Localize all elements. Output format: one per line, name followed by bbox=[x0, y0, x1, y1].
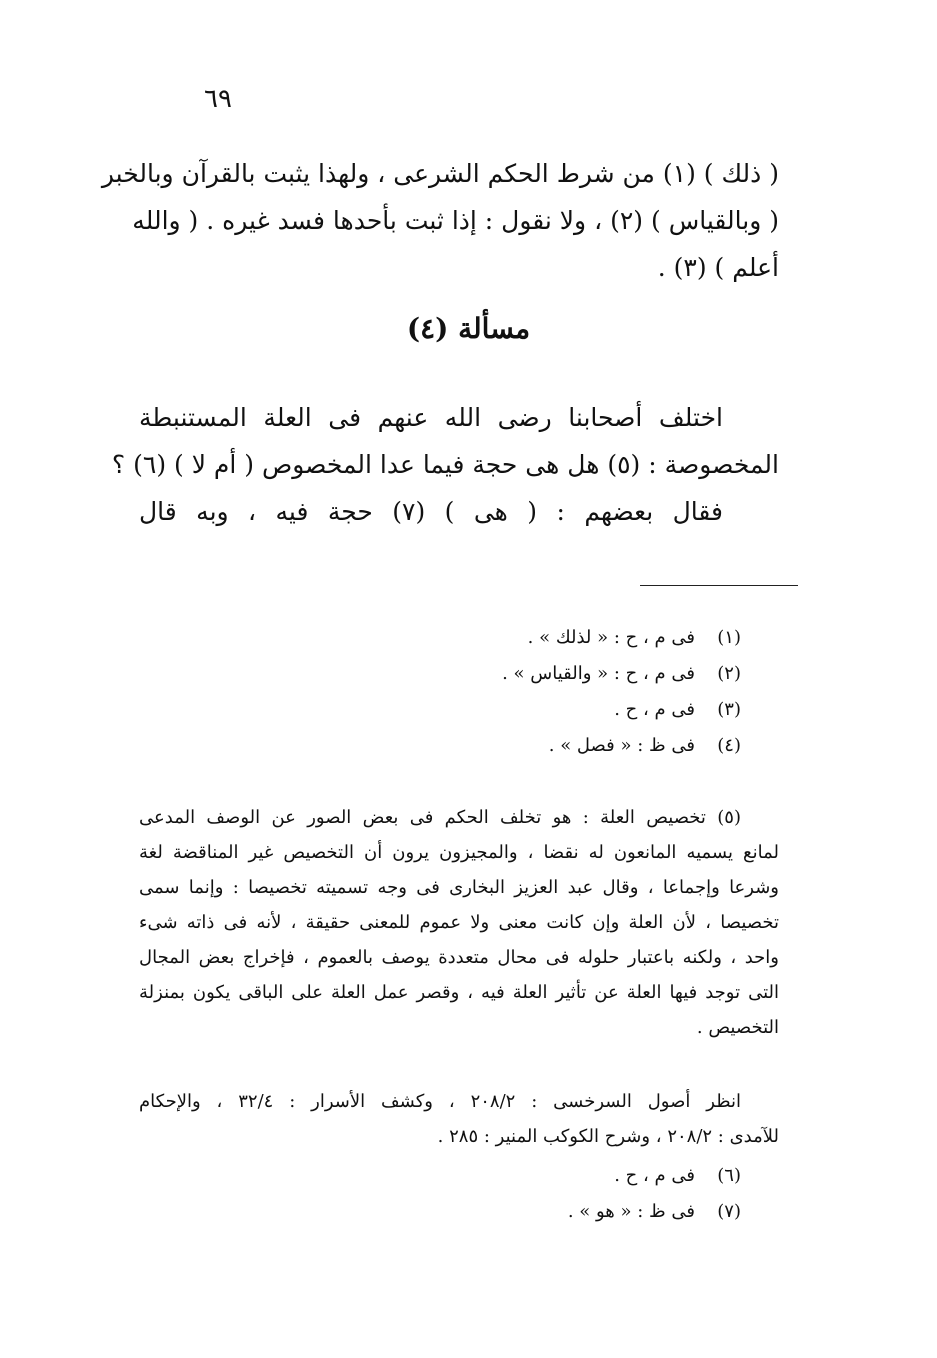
footnote-5 bbox=[139, 800, 779, 1045]
footnote-line: لمانع يسميه المانعون له نقضا ، والمجيزون يرون أن التخصيص غير المناقضة لغة bbox=[139, 842, 779, 863]
paragraph-line: المخصوصة : (٥) هل هى حجة فيما عدا المخصوص ( أم لا ) (٦) ؟ bbox=[111, 450, 779, 479]
paragraph-1 bbox=[101, 150, 779, 291]
footnote-text: فى م ، ح . bbox=[614, 699, 695, 720]
footnote-line: تخصيصا ، لأن العلة وإن كانت معنى ولا عموم للمعنى حقيقة ، لأنه فى ذاته شىء bbox=[139, 912, 779, 933]
footnote-number: (١) bbox=[717, 627, 741, 648]
footnote-number: (٧) bbox=[717, 1201, 741, 1222]
footnote-text: فى م ، ح : « والقياس » . bbox=[502, 663, 695, 684]
footnote-text: فى ظ : « فصل » . bbox=[548, 735, 695, 756]
footnote-item bbox=[139, 1158, 779, 1194]
footnote-line: التخصيص . bbox=[696, 1017, 779, 1038]
reference-line: للآمدى : ٢٠٨/٢ ، وشرح الكوكب المنير : ٢٨٥ . bbox=[437, 1126, 779, 1147]
footnote-divider bbox=[640, 585, 798, 586]
footnotes-list bbox=[139, 620, 779, 764]
paragraph-line: أعلم ) (٣) . bbox=[657, 253, 779, 282]
footnote-line: وشرعا وإجماعا ، وقال عبد العزيز البخارى فى وجه تسميته تخصيصا : وإنما سمى bbox=[139, 877, 779, 898]
page-number: ٦٩ bbox=[204, 84, 232, 114]
paragraph-2 bbox=[111, 394, 779, 535]
paragraph-line: اختلف أصحابنا رضى الله عنهم فى العلة المستنبطة bbox=[139, 403, 723, 432]
footnote-number: (٤) bbox=[717, 735, 741, 756]
footnote-item bbox=[139, 1194, 779, 1230]
footnote-line: (٥) تخصيص العلة : هو تخلف الحكم فى بعض الصور عن الوصف المدعى bbox=[139, 807, 741, 828]
reference-line: انظر أصول السرخسى : ٢٠٨/٢ ، وكشف الأسرار : ٣٢/٤ ، والإحكام bbox=[139, 1091, 741, 1112]
footnotes-list-2 bbox=[139, 1158, 779, 1230]
paragraph-line: ( ذلك ) (١) من شرط الحكم الشرعى ، ولهذا يثبت بالقرآن وبالخبر bbox=[101, 159, 779, 188]
paragraph-line: فقال بعضهم : ( هى ) (٧) حجة فيه ، وبه قال bbox=[139, 497, 723, 526]
footnote-text: فى م ، ح . bbox=[614, 1165, 695, 1186]
footnote-item bbox=[139, 728, 779, 764]
section-heading: مسألة (٤) bbox=[406, 312, 531, 345]
footnote-text: فى م ، ح : « لذلك » . bbox=[527, 627, 695, 648]
footnote-number: (٣) bbox=[717, 699, 741, 720]
footnote-line: التى توجد فيها العلة عن تأثير العلة فيه ، وقصر عمل العلة على الباقى يكون بمنزلة bbox=[139, 982, 779, 1003]
footnote-item bbox=[139, 656, 779, 692]
footnote-line: واحد ، ولكنه باعتبار حلوله فى محال متعددة يوصف بالعموم ، فإخراج بعض المجال bbox=[139, 947, 779, 968]
footnote-number: (٦) bbox=[717, 1165, 741, 1186]
footnote-references bbox=[139, 1084, 779, 1154]
footnote-number: (٢) bbox=[717, 663, 741, 684]
footnote-item bbox=[139, 620, 779, 656]
footnote-text: فى ظ : « هو » . bbox=[567, 1201, 695, 1222]
paragraph-line: ( وبالقياس ) (٢) ، ولا نقول : إذا ثبت بأحدها فسد غيره . ( والله bbox=[132, 206, 779, 235]
footnote-item bbox=[139, 692, 779, 728]
